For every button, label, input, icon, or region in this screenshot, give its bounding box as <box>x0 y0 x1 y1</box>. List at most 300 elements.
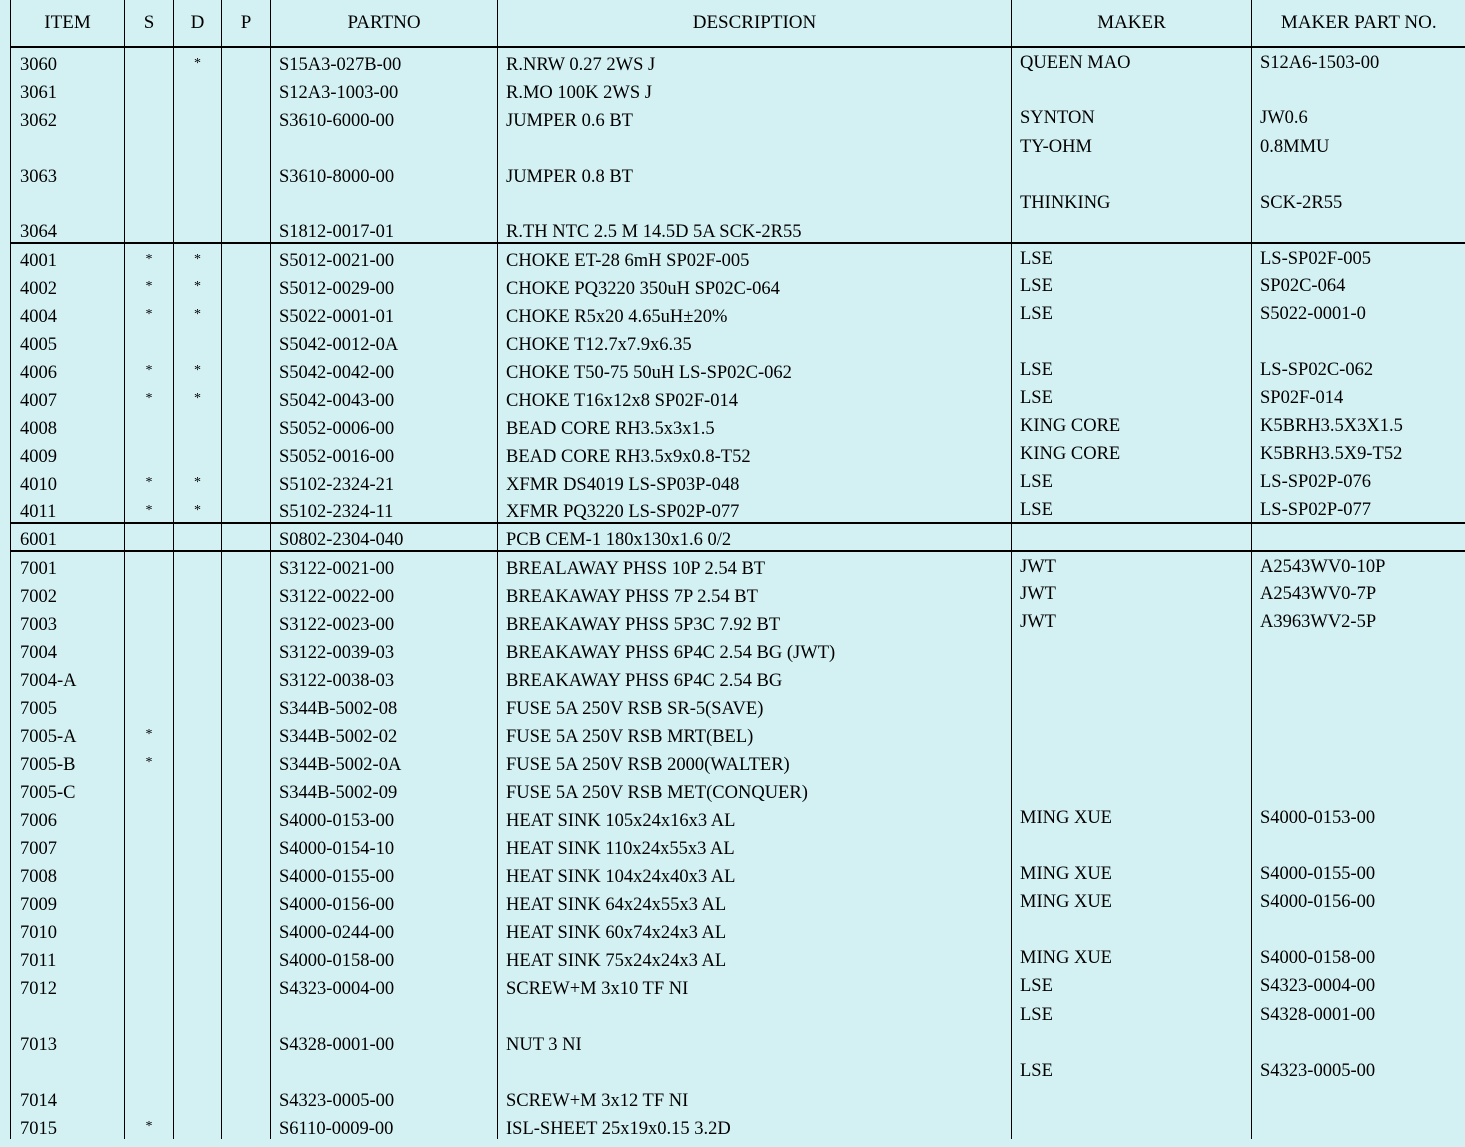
parts-table-body <box>11 47 1465 1139</box>
maker-cell: JWT <box>1012 607 1252 635</box>
p-flag-cell <box>222 495 271 523</box>
description-cell: SCREW+M 3x12 TF NI <box>498 1055 1012 1111</box>
d-flag-cell <box>174 327 222 355</box>
maker-cell: JWT <box>1012 579 1252 607</box>
table-row <box>11 775 1465 803</box>
maker-part-no-cell: LS-SP02F-005 <box>1252 243 1465 271</box>
maker-part-no-cell: S4000-0155-00 <box>1252 859 1465 887</box>
s-flag-cell: * <box>125 467 174 495</box>
table-row <box>11 299 1465 327</box>
description-cell: CHOKE T50-75 50uH LS-SP02C-062 <box>498 355 1012 383</box>
description-cell: BREALAWAY PHSS 10P 2.54 BT <box>498 551 1012 579</box>
maker-part-no-cell: JW0.6 <box>1252 103 1465 131</box>
maker-cell: LSE <box>1012 999 1252 1055</box>
maker-part-no-cell: 0.8MMU <box>1252 131 1465 187</box>
s-flag-cell <box>125 831 174 859</box>
partno-cell: S5042-0043-00 <box>271 383 498 411</box>
item-cell: 7012 <box>11 971 125 999</box>
s-flag-cell <box>125 691 174 719</box>
maker-part-no-cell: K5BRH3.5X9-T52 <box>1252 439 1465 467</box>
partno-cell: S5042-0042-00 <box>271 355 498 383</box>
maker-cell: JWT <box>1012 551 1252 579</box>
item-cell: 3062 <box>11 103 125 131</box>
p-flag-cell <box>222 831 271 859</box>
table-row <box>11 187 1465 243</box>
maker-cell <box>1012 915 1252 943</box>
table-row <box>11 831 1465 859</box>
p-flag-cell <box>222 551 271 579</box>
s-flag-cell: * <box>125 355 174 383</box>
column-header-d: D <box>174 0 222 47</box>
table-row <box>11 747 1465 775</box>
p-flag-cell <box>222 327 271 355</box>
d-flag-cell <box>174 859 222 887</box>
description-cell: BEAD CORE RH3.5x3x1.5 <box>498 411 1012 439</box>
s-flag-cell <box>125 75 174 103</box>
p-flag-cell <box>222 75 271 103</box>
s-flag-cell <box>125 103 174 131</box>
parts-table <box>10 0 1465 1139</box>
description-cell: FUSE 5A 250V RSB MET(CONQUER) <box>498 775 1012 803</box>
s-flag-cell <box>125 579 174 607</box>
partno-cell: S3122-0023-00 <box>271 607 498 635</box>
item-cell: 7003 <box>11 607 125 635</box>
maker-cell <box>1012 691 1252 719</box>
item-cell: 7005-C <box>11 775 125 803</box>
partno-cell: S5102-2324-11 <box>271 495 498 523</box>
maker-part-no-cell: A2543WV0-7P <box>1252 579 1465 607</box>
partno-cell: S5052-0006-00 <box>271 411 498 439</box>
description-cell: CHOKE ET-28 6mH SP02F-005 <box>498 243 1012 271</box>
item-cell: 7008 <box>11 859 125 887</box>
d-flag-cell <box>174 971 222 999</box>
item-cell: 4005 <box>11 327 125 355</box>
description-cell: R.MO 100K 2WS J <box>498 75 1012 103</box>
d-flag-cell <box>174 691 222 719</box>
maker-cell <box>1012 663 1252 691</box>
description-cell: CHOKE T12.7x7.9x6.35 <box>498 327 1012 355</box>
table-row <box>11 719 1465 747</box>
s-flag-cell <box>125 971 174 999</box>
maker-part-no-cell: LS-SP02C-062 <box>1252 355 1465 383</box>
table-row <box>11 243 1465 271</box>
item-cell: 7006 <box>11 803 125 831</box>
column-header-description: DESCRIPTION <box>498 0 1012 47</box>
maker-part-no-cell <box>1252 1111 1465 1139</box>
d-flag-cell <box>174 943 222 971</box>
item-cell: 7005-A <box>11 719 125 747</box>
maker-cell: LSE <box>1012 495 1252 523</box>
partno-cell: S3122-0022-00 <box>271 579 498 607</box>
p-flag-cell <box>222 1111 271 1139</box>
partno-cell: S3610-6000-00 <box>271 103 498 131</box>
s-flag-cell <box>125 439 174 467</box>
d-flag-cell <box>174 607 222 635</box>
s-flag-cell <box>125 551 174 579</box>
partno-cell: S3122-0039-03 <box>271 635 498 663</box>
maker-cell: LSE <box>1012 971 1252 999</box>
s-flag-cell <box>125 803 174 831</box>
s-flag-cell <box>125 915 174 943</box>
maker-part-no-cell: S4328-0001-00 <box>1252 999 1465 1055</box>
table-row <box>11 999 1465 1055</box>
d-flag-cell <box>174 131 222 187</box>
d-flag-cell <box>174 187 222 243</box>
table-row <box>11 103 1465 131</box>
item-cell: 7014 <box>11 1055 125 1111</box>
partno-cell: S5042-0012-0A <box>271 327 498 355</box>
description-cell: HEAT SINK 110x24x55x3 AL <box>498 831 1012 859</box>
column-header-s: S <box>125 0 174 47</box>
s-flag-cell: * <box>125 243 174 271</box>
description-cell: BREAKAWAY PHSS 5P3C 7.92 BT <box>498 607 1012 635</box>
item-cell: 4010 <box>11 467 125 495</box>
table-row <box>11 439 1465 467</box>
description-cell: JUMPER 0.8 BT <box>498 131 1012 187</box>
s-flag-cell <box>125 131 174 187</box>
p-flag-cell <box>222 355 271 383</box>
maker-cell: QUEEN MAO <box>1012 47 1252 75</box>
item-cell: 7015 <box>11 1111 125 1139</box>
d-flag-cell: * <box>174 271 222 299</box>
s-flag-cell: * <box>125 383 174 411</box>
maker-cell: LSE <box>1012 299 1252 327</box>
maker-part-no-cell <box>1252 747 1465 775</box>
d-flag-cell: * <box>174 243 222 271</box>
description-cell: FUSE 5A 250V RSB SR-5(SAVE) <box>498 691 1012 719</box>
partno-cell: S4000-0244-00 <box>271 915 498 943</box>
table-row <box>11 383 1465 411</box>
maker-part-no-cell: SP02C-064 <box>1252 271 1465 299</box>
maker-cell <box>1012 327 1252 355</box>
s-flag-cell: * <box>125 299 174 327</box>
table-row <box>11 1055 1465 1111</box>
p-flag-cell <box>222 635 271 663</box>
description-cell: XFMR PQ3220 LS-SP02P-077 <box>498 495 1012 523</box>
table-row <box>11 607 1465 635</box>
s-flag-cell: * <box>125 271 174 299</box>
table-row <box>11 915 1465 943</box>
partno-cell: S1812-0017-01 <box>271 187 498 243</box>
d-flag-cell <box>174 831 222 859</box>
maker-cell <box>1012 775 1252 803</box>
maker-part-no-cell <box>1252 831 1465 859</box>
table-row <box>11 75 1465 103</box>
d-flag-cell <box>174 999 222 1055</box>
s-flag-cell: * <box>125 719 174 747</box>
description-cell: XFMR DS4019 LS-SP03P-048 <box>498 467 1012 495</box>
s-flag-cell <box>125 943 174 971</box>
item-cell: 7001 <box>11 551 125 579</box>
s-flag-cell: * <box>125 747 174 775</box>
partno-cell: S3610-8000-00 <box>271 131 498 187</box>
maker-part-no-cell: S4000-0158-00 <box>1252 943 1465 971</box>
description-cell: R.TH NTC 2.5 M 14.5D 5A SCK-2R55 <box>498 187 1012 243</box>
d-flag-cell <box>174 523 222 551</box>
item-cell: 7011 <box>11 943 125 971</box>
description-cell: BREAKAWAY PHSS 7P 2.54 BT <box>498 579 1012 607</box>
table-row <box>11 271 1465 299</box>
partno-cell: S3122-0021-00 <box>271 551 498 579</box>
s-flag-cell <box>125 663 174 691</box>
table-row <box>11 579 1465 607</box>
table-row <box>11 523 1465 551</box>
d-flag-cell <box>174 579 222 607</box>
maker-cell: TY-OHM <box>1012 131 1252 187</box>
table-row <box>11 887 1465 915</box>
maker-cell <box>1012 1111 1252 1139</box>
partno-cell: S4000-0158-00 <box>271 943 498 971</box>
p-flag-cell <box>222 691 271 719</box>
table-row <box>11 971 1465 999</box>
s-flag-cell <box>125 859 174 887</box>
maker-cell <box>1012 719 1252 747</box>
maker-cell: MING XUE <box>1012 943 1252 971</box>
description-cell: FUSE 5A 250V RSB MRT(BEL) <box>498 719 1012 747</box>
maker-cell <box>1012 747 1252 775</box>
header-row <box>11 0 1465 47</box>
d-flag-cell <box>174 551 222 579</box>
d-flag-cell: * <box>174 355 222 383</box>
item-cell: 4011 <box>11 495 125 523</box>
p-flag-cell <box>222 1055 271 1111</box>
s-flag-cell <box>125 411 174 439</box>
partno-cell: S6110-0009-00 <box>271 1111 498 1139</box>
description-cell: CHOKE R5x20 4.65uH±20% <box>498 299 1012 327</box>
item-cell: 7005 <box>11 691 125 719</box>
partno-cell: S344B-5002-09 <box>271 775 498 803</box>
maker-part-no-cell: LS-SP02P-077 <box>1252 495 1465 523</box>
column-header-partno: PARTNO <box>271 0 498 47</box>
table-row <box>11 327 1465 355</box>
description-cell: HEAT SINK 105x24x16x3 AL <box>498 803 1012 831</box>
p-flag-cell <box>222 579 271 607</box>
maker-part-no-cell: S12A6-1503-00 <box>1252 47 1465 75</box>
item-cell: 4001 <box>11 243 125 271</box>
partno-cell: S4000-0155-00 <box>271 859 498 887</box>
column-header-maker: MAKER <box>1012 0 1252 47</box>
maker-part-no-cell <box>1252 719 1465 747</box>
maker-part-no-cell: S4323-0004-00 <box>1252 971 1465 999</box>
item-cell: 7002 <box>11 579 125 607</box>
item-cell: 7010 <box>11 915 125 943</box>
maker-cell: SYNTON <box>1012 103 1252 131</box>
d-flag-cell: * <box>174 299 222 327</box>
table-row <box>11 411 1465 439</box>
table-row <box>11 551 1465 579</box>
description-cell: HEAT SINK 60x74x24x3 AL <box>498 915 1012 943</box>
p-flag-cell <box>222 383 271 411</box>
maker-cell: LSE <box>1012 355 1252 383</box>
description-cell: JUMPER 0.6 BT <box>498 103 1012 131</box>
item-cell: 4002 <box>11 271 125 299</box>
description-cell: BREAKAWAY PHSS 6P4C 2.54 BG (JWT) <box>498 635 1012 663</box>
maker-part-no-cell <box>1252 327 1465 355</box>
description-cell: HEAT SINK 104x24x40x3 AL <box>498 859 1012 887</box>
item-cell: 4006 <box>11 355 125 383</box>
d-flag-cell <box>174 887 222 915</box>
description-cell: R.NRW 0.27 2WS J <box>498 47 1012 75</box>
table-row <box>11 131 1465 187</box>
partno-cell: S4000-0156-00 <box>271 887 498 915</box>
description-cell: ISL-SHEET 25x19x0.15 3.2D <box>498 1111 1012 1139</box>
partno-cell: S0802-2304-040 <box>271 523 498 551</box>
column-header-item: ITEM <box>11 0 125 47</box>
d-flag-cell: * <box>174 383 222 411</box>
item-cell: 7013 <box>11 999 125 1055</box>
item-cell: 3060 <box>11 47 125 75</box>
s-flag-cell <box>125 775 174 803</box>
description-cell: SCREW+M 3x10 TF NI <box>498 971 1012 999</box>
d-flag-cell <box>174 1111 222 1139</box>
d-flag-cell: * <box>174 495 222 523</box>
table-row <box>11 355 1465 383</box>
partno-cell: S4323-0004-00 <box>271 971 498 999</box>
s-flag-cell <box>125 887 174 915</box>
p-flag-cell <box>222 859 271 887</box>
p-flag-cell <box>222 411 271 439</box>
p-flag-cell <box>222 103 271 131</box>
p-flag-cell <box>222 47 271 75</box>
table-row <box>11 495 1465 523</box>
d-flag-cell <box>174 719 222 747</box>
table-row <box>11 47 1465 75</box>
maker-part-no-cell <box>1252 635 1465 663</box>
maker-cell <box>1012 523 1252 551</box>
maker-cell: LSE <box>1012 383 1252 411</box>
partno-cell: S5022-0001-01 <box>271 299 498 327</box>
p-flag-cell <box>222 775 271 803</box>
maker-cell: LSE <box>1012 243 1252 271</box>
partno-cell: S3122-0038-03 <box>271 663 498 691</box>
table-row <box>11 859 1465 887</box>
partno-cell: S5012-0029-00 <box>271 271 498 299</box>
d-flag-cell <box>174 747 222 775</box>
s-flag-cell <box>125 523 174 551</box>
partno-cell: S12A3-1003-00 <box>271 75 498 103</box>
maker-cell: LSE <box>1012 467 1252 495</box>
d-flag-cell: * <box>174 467 222 495</box>
maker-part-no-cell <box>1252 691 1465 719</box>
column-header-p: P <box>222 0 271 47</box>
table-row <box>11 467 1465 495</box>
partno-cell: S344B-5002-02 <box>271 719 498 747</box>
s-flag-cell <box>125 47 174 75</box>
description-cell: FUSE 5A 250V RSB 2000(WALTER) <box>498 747 1012 775</box>
maker-cell: MING XUE <box>1012 887 1252 915</box>
table-row <box>11 803 1465 831</box>
partno-cell: S344B-5002-0A <box>271 747 498 775</box>
s-flag-cell <box>125 327 174 355</box>
maker-part-no-cell <box>1252 663 1465 691</box>
maker-part-no-cell: S4000-0153-00 <box>1252 803 1465 831</box>
maker-part-no-cell: A2543WV0-10P <box>1252 551 1465 579</box>
item-cell: 7007 <box>11 831 125 859</box>
p-flag-cell <box>222 131 271 187</box>
maker-part-no-cell <box>1252 915 1465 943</box>
maker-cell: LSE <box>1012 1055 1252 1111</box>
s-flag-cell <box>125 999 174 1055</box>
item-cell: 3064 <box>11 187 125 243</box>
partno-cell: S4000-0154-10 <box>271 831 498 859</box>
item-cell: 3061 <box>11 75 125 103</box>
description-cell: NUT 3 NI <box>498 999 1012 1055</box>
d-flag-cell <box>174 775 222 803</box>
d-flag-cell <box>174 1055 222 1111</box>
column-header-maker-part-no: MAKER PART NO. <box>1252 0 1465 47</box>
maker-cell: MING XUE <box>1012 859 1252 887</box>
maker-cell: KING CORE <box>1012 439 1252 467</box>
p-flag-cell <box>222 999 271 1055</box>
maker-part-no-cell: SCK-2R55 <box>1252 187 1465 243</box>
p-flag-cell <box>222 523 271 551</box>
item-cell: 3063 <box>11 131 125 187</box>
description-cell: CHOKE PQ3220 350uH SP02C-064 <box>498 271 1012 299</box>
d-flag-cell: * <box>174 47 222 75</box>
partno-cell: S4000-0153-00 <box>271 803 498 831</box>
p-flag-cell <box>222 803 271 831</box>
p-flag-cell <box>222 299 271 327</box>
partno-cell: S5012-0021-00 <box>271 243 498 271</box>
item-cell: 7004-A <box>11 663 125 691</box>
maker-part-no-cell: S4323-0005-00 <box>1252 1055 1465 1111</box>
item-cell: 4007 <box>11 383 125 411</box>
partno-cell: S4323-0005-00 <box>271 1055 498 1111</box>
table-row <box>11 943 1465 971</box>
d-flag-cell <box>174 439 222 467</box>
item-cell: 7009 <box>11 887 125 915</box>
item-cell: 4009 <box>11 439 125 467</box>
s-flag-cell <box>125 187 174 243</box>
p-flag-cell <box>222 747 271 775</box>
item-cell: 6001 <box>11 523 125 551</box>
p-flag-cell <box>222 439 271 467</box>
item-cell: 7005-B <box>11 747 125 775</box>
p-flag-cell <box>222 915 271 943</box>
description-cell: BREAKAWAY PHSS 6P4C 2.54 BG <box>498 663 1012 691</box>
item-cell: 4008 <box>11 411 125 439</box>
maker-cell <box>1012 75 1252 103</box>
maker-part-no-cell: SP02F-014 <box>1252 383 1465 411</box>
maker-part-no-cell: LS-SP02P-076 <box>1252 467 1465 495</box>
p-flag-cell <box>222 187 271 243</box>
description-cell: HEAT SINK 75x24x24x3 AL <box>498 943 1012 971</box>
maker-cell: LSE <box>1012 271 1252 299</box>
p-flag-cell <box>222 887 271 915</box>
p-flag-cell <box>222 971 271 999</box>
maker-part-no-cell: S5022-0001-0 <box>1252 299 1465 327</box>
table-row <box>11 1111 1465 1139</box>
description-cell: CHOKE T16x12x8 SP02F-014 <box>498 383 1012 411</box>
s-flag-cell: * <box>125 495 174 523</box>
partno-cell: S5102-2324-21 <box>271 467 498 495</box>
partno-cell: S4328-0001-00 <box>271 999 498 1055</box>
p-flag-cell <box>222 663 271 691</box>
s-flag-cell <box>125 1055 174 1111</box>
s-flag-cell <box>125 607 174 635</box>
d-flag-cell <box>174 635 222 663</box>
description-cell: BEAD CORE RH3.5x9x0.8-T52 <box>498 439 1012 467</box>
table-row <box>11 635 1465 663</box>
table-row <box>11 691 1465 719</box>
maker-part-no-cell: K5BRH3.5X3X1.5 <box>1252 411 1465 439</box>
p-flag-cell <box>222 467 271 495</box>
maker-cell: MING XUE <box>1012 803 1252 831</box>
p-flag-cell <box>222 719 271 747</box>
partno-cell: S344B-5002-08 <box>271 691 498 719</box>
maker-part-no-cell: S4000-0156-00 <box>1252 887 1465 915</box>
partno-cell: S5052-0016-00 <box>271 439 498 467</box>
